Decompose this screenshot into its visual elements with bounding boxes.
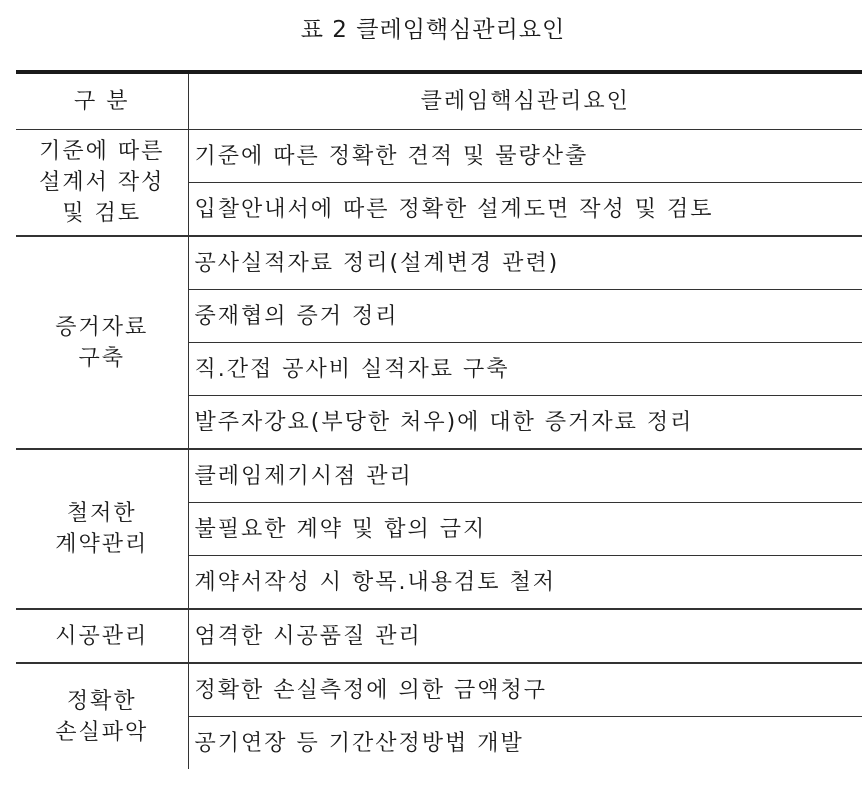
factor-cell: 중재협의 증거 정리 <box>188 290 862 343</box>
factor-cell: 정확한 손실측정에 의한 금액청구 <box>188 663 862 717</box>
factor-cell: 불필요한 계약 및 합의 금지 <box>188 503 862 556</box>
factor-cell: 직.간접 공사비 실적자료 구축 <box>188 343 862 396</box>
table-body <box>16 130 862 770</box>
claim-factors-table-wrapper <box>16 70 862 769</box>
header-row <box>16 72 862 130</box>
table-row <box>16 449 862 503</box>
header-category: 구 분 <box>16 72 188 130</box>
factor-cell: 공기연장 등 기간산정방법 개발 <box>188 717 862 770</box>
table-row <box>16 609 862 663</box>
table-caption: 표 2 클레임핵심관리요인 <box>300 17 566 43</box>
category-cell: 증거자료 구축 <box>16 236 188 449</box>
table-row <box>16 236 862 290</box>
category-cell: 정확한 손실파악 <box>16 663 188 769</box>
factor-cell: 계약서작성 시 항목.내용검토 철저 <box>188 556 862 610</box>
claim-factors-table <box>16 70 862 769</box>
category-cell: 기준에 따른 설계서 작성 및 검토 <box>16 130 188 237</box>
header-factors: 클레임핵심관리요인 <box>188 72 862 130</box>
factor-cell: 기준에 따른 정확한 견적 및 물량산출 <box>188 130 862 183</box>
factor-cell: 입찰안내서에 따른 정확한 설계도면 작성 및 검토 <box>188 183 862 237</box>
category-cell: 철저한 계약관리 <box>16 449 188 609</box>
factor-cell: 클레임제기시점 관리 <box>188 449 862 503</box>
factor-cell: 공사실적자료 정리(설계변경 관련) <box>188 236 862 290</box>
table-row <box>16 130 862 183</box>
factor-cell: 발주자강요(부당한 처우)에 대한 증거자료 정리 <box>188 396 862 450</box>
table-row <box>16 663 862 717</box>
category-cell: 시공관리 <box>16 609 188 663</box>
factor-cell: 엄격한 시공품질 관리 <box>188 609 862 663</box>
